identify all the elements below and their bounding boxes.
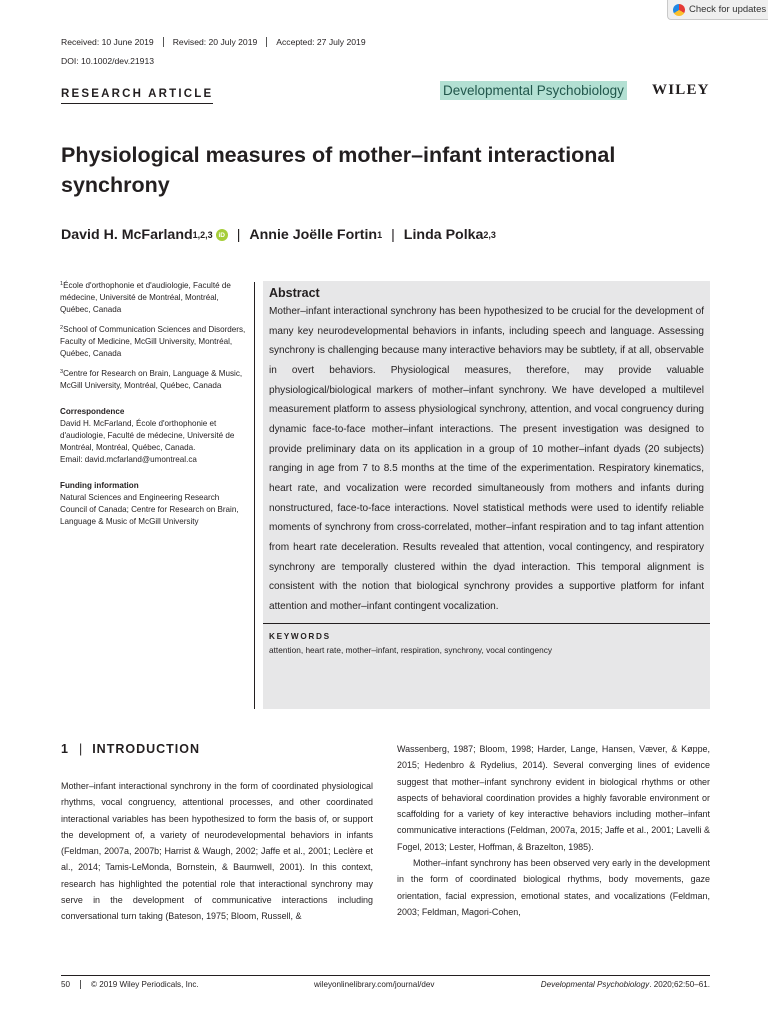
publisher-logo: WILEY xyxy=(652,82,710,98)
orcid-icon[interactable]: iD xyxy=(216,229,228,241)
author-name: David H. McFarland xyxy=(61,227,193,243)
section-separator: | xyxy=(78,742,83,756)
author-affiliation-marks: 1 xyxy=(377,230,383,240)
author-affiliation-marks: 1,2,3 xyxy=(192,230,213,240)
author-name: Linda Polka xyxy=(403,227,484,243)
keywords-divider xyxy=(263,623,710,624)
received-date: Received: 10 June 2019 xyxy=(61,37,154,47)
funding-heading: Funding information xyxy=(60,481,139,490)
section-number: 1 xyxy=(61,742,69,756)
footer-left xyxy=(61,980,199,989)
abstract-box xyxy=(263,281,710,709)
check-for-updates-label: Check for updates xyxy=(689,4,767,15)
article-title: Physiological measures of mother–infant interactional synchrony xyxy=(61,143,616,197)
author-separator: | xyxy=(391,227,395,243)
journal-url[interactable]: wileyonlinelibrary.com/journal/dev xyxy=(314,980,435,989)
intro-paragraph-left: Mother–infant interactional synchrony in the form of coordinated physiological rhythms, vocal congruency, attentional processes, and other coordinated interactional variables has been hypothesized to form the basis of, or support the development of, a variety of neurodevelopmental behaviors in infants (Feldman, 2007a, 2007b; Harrist & Waugh, 2002; Jaffe et al., 2001; Leclère et al., 2014; Tamis‑LeMonda, Bornstein, & Baumwell, 2001). In this context, research has highlighted the potential role that interactional synchrony may serve in the development of communicative interactions including conversational turn taking (Bateson, 1975; Bloom, Russell, & xyxy=(61,781,373,922)
copyright: © 2019 Wiley Periodicals, Inc. xyxy=(91,980,199,989)
keywords-heading: KEYWORDS xyxy=(269,631,331,641)
doi[interactable]: DOI: 10.1002/dev.21913 xyxy=(61,56,155,66)
abstract-text: Mother–infant interactional synchrony has been hypothesized to be crucial for the development of many key neurodevelopmental behaviors in infants, including speech and language. Assessing synchrony is challenging because many interactive behaviors may be subtlety, if at all, observable in overt behaviors. Physiological measures, therefore, may provide valuable physiological/biological markers of mother–infant synchrony. We have developed a multilevel measurement platform to assess physiological synchrony, attention, and vocal congruency during dynamic face‑to‑face mother–infant interactions. The present investigation was designed to provide preliminary data on its application in a group of 10 mother–infant dyads (20 subjects) ranging in age from 7 to 8.5 months at the time of the experimentation. Respiratory kinematics, heart rate, and vocalization were recorded simultaneously from mothers and infants during nonstructured, face‑to‑face interactions. Novel statistical methods were used to identify reliable moments of synchrony from cross‑correlated, mother–infant respiration and to tag infant attention from heart rate deceleration. Results revealed that attention, vocal contingency, and respiratory synchrony are temporally clustered within the dyad interaction. This temporal alignment is consistent with the notion that biological synchrony provides a supportive platform for infant attention and mother–infant contingent vocalization. xyxy=(269,306,704,612)
author-name: Annie Joëlle Fortin xyxy=(249,227,378,243)
affiliation-mark: 1 xyxy=(60,281,64,287)
affiliation-mark: 3 xyxy=(60,369,64,375)
affiliation-text: Centre for Research on Brain, Language & Music, McGill University, Montréal, Québec, Canada xyxy=(60,369,243,390)
funding-text: Natural Sciences and Engineering Research Council of Canada; Centre for Research on Brain, Language & Music of McGill University xyxy=(60,493,239,526)
intro-column-right xyxy=(397,741,710,920)
footer-citation xyxy=(528,980,710,989)
affiliation-text: École d'orthophonie et d'audiologie, Faculté de médecine, Université de Montréal, Montréal, Québec, Canada xyxy=(60,281,231,314)
author-separator: | xyxy=(236,227,241,243)
correspondence-text: David H. McFarland, École d'orthophonie et d'audiologie, Faculté de médecine, Université de Montréal, Montréal, Québec, Canada. xyxy=(60,419,235,452)
author-list xyxy=(61,227,496,243)
accepted-date: Accepted: 27 July 2019 xyxy=(266,37,374,47)
intro-paragraph: Wassenberg, 1987; Bloom, 1998; Harder, Lange, Hansen, Væver, & Køppe, 2015; Hedenbro & Rydelius, 2014). Several converging lines of evidence suggest that mother–infant synchrony evident in biological rhythms or other aspects of behavioral coordination provides a highly favorable environment or scaffolding for a variety of key interactive behaviors including mother–infant communicative interactions (Feldman, 2007a, 2015; Jaffe et al., 2001; Lavelli & Fogel, 2013; Lester, Hoffman, & Brazelton, 1985). xyxy=(397,744,710,852)
footer-journal-name: Developmental Psychobiology xyxy=(540,980,650,989)
article-type: RESEARCH ARTICLE xyxy=(61,88,213,104)
affiliation xyxy=(60,366,248,392)
correspondence-heading: Correspondence xyxy=(60,407,125,416)
section-title: INTRODUCTION xyxy=(92,742,201,756)
page-number: 50 xyxy=(61,980,81,989)
crossmark-icon xyxy=(673,4,685,16)
abstract-heading: Abstract xyxy=(269,286,320,300)
journal-name: Developmental Psychobiology xyxy=(440,81,627,100)
affiliation-mark: 2 xyxy=(60,325,64,331)
intro-paragraph: Mother–infant synchrony has been observed very early in the development in the form of coordinated biological rhythms, body movements, gaze orientation, facial expression, emotional states, and vocalizations (Feldman, 2003; Feldman, Magori‑Cohen, xyxy=(397,858,710,917)
section-heading xyxy=(61,742,200,756)
column-divider xyxy=(254,282,255,709)
article-info-column xyxy=(60,278,248,534)
revised-date: Revised: 20 July 2019 xyxy=(163,37,267,47)
check-for-updates-button[interactable] xyxy=(667,0,768,20)
footer-volume-pages: . 2020;62:50–61. xyxy=(649,980,710,989)
affiliation-text: School of Communication Sciences and Disorders, Faculty of Medicine, McGill University, Montréal, Québec, Canada xyxy=(60,325,246,358)
article-dates xyxy=(61,37,375,47)
affiliation xyxy=(60,322,248,360)
footer-divider xyxy=(61,975,710,976)
author-affiliation-marks: 2,3 xyxy=(483,230,496,240)
affiliation xyxy=(60,278,248,316)
correspondence-email[interactable]: Email: david.mcfarland@umontreal.ca xyxy=(60,455,197,464)
keywords-text: attention, heart rate, mother–infant, respiration, synchrony, vocal contingency xyxy=(269,644,553,655)
